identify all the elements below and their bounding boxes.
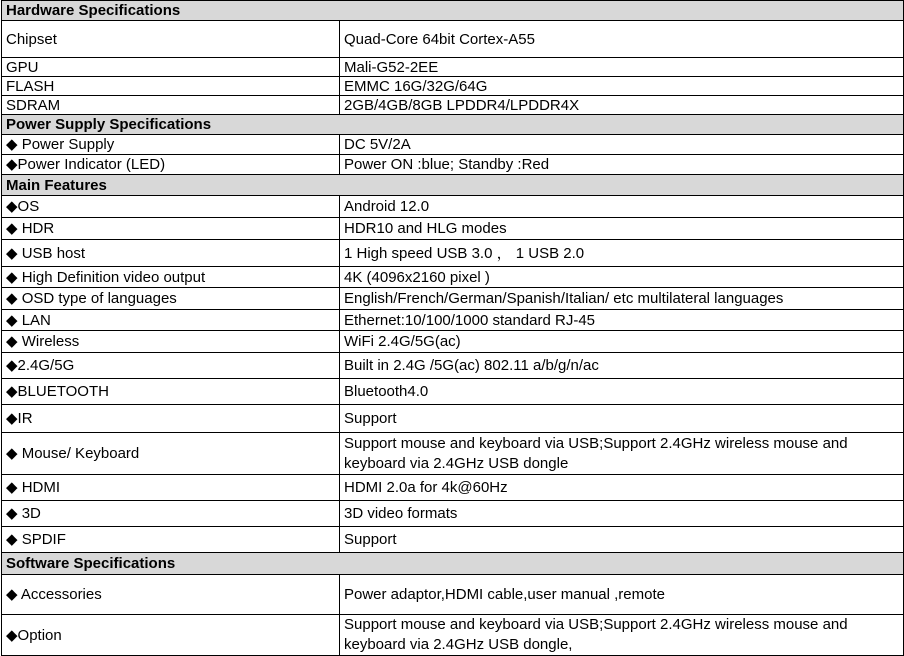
row-label: ◆Option xyxy=(2,615,340,656)
row-value: HDR10 and HLG modes xyxy=(340,218,904,240)
row-value: Quad-Core 64bit Cortex-A55 xyxy=(340,21,904,58)
row-value: Mali-G52-2EE xyxy=(340,58,904,77)
table-row xyxy=(2,267,904,288)
table-row xyxy=(2,353,904,379)
table-row xyxy=(2,501,904,527)
row-label: ◆ Mouse/ Keyboard xyxy=(2,433,340,475)
spec-table xyxy=(1,0,904,656)
row-value: Power adaptor,HDMI cable,user manual ,remote xyxy=(340,575,904,615)
row-label: ◆ High Definition video output xyxy=(2,267,340,288)
table-row xyxy=(2,575,904,615)
row-value: Bluetooth4.0 xyxy=(340,379,904,405)
row-label: ◆ Wireless xyxy=(2,331,340,353)
row-label: ◆ USB host xyxy=(2,240,340,267)
row-value: Android 12.0 xyxy=(340,196,904,218)
table-row xyxy=(2,135,904,155)
row-label: ◆ HDMI xyxy=(2,475,340,501)
row-value xyxy=(340,615,904,656)
row-label: ◆ Accessories xyxy=(2,575,340,615)
row-label: GPU xyxy=(2,58,340,77)
row-value: Ethernet:10/100/1000 standard RJ-45 xyxy=(340,310,904,331)
table-row xyxy=(2,218,904,240)
table-row xyxy=(2,77,904,96)
row-label: ◆OS xyxy=(2,196,340,218)
row-label: ◆ 3D xyxy=(2,501,340,527)
table-row xyxy=(2,196,904,218)
section-title: Hardware Specifications xyxy=(2,1,904,21)
row-value-line: keyboard via 2.4GHz USB dongle, xyxy=(344,636,573,653)
table-row xyxy=(2,433,904,475)
row-value: 4K (4096x2160 pixel ) xyxy=(340,267,904,288)
row-value: HDMI 2.0a for 4k@60Hz xyxy=(340,475,904,501)
section-header-power xyxy=(2,115,904,135)
table-row xyxy=(2,21,904,58)
row-label: ◆ SPDIF xyxy=(2,527,340,553)
row-value: Support xyxy=(340,405,904,433)
row-value: Power ON :blue; Standby :Red xyxy=(340,155,904,175)
row-label: SDRAM xyxy=(2,96,340,115)
table-row xyxy=(2,288,904,310)
row-label: ◆ OSD type of languages xyxy=(2,288,340,310)
row-value: 1 High speed USB 3.0 ， 1 USB 2.0 xyxy=(340,240,904,267)
section-title: Main Features xyxy=(2,175,904,196)
row-label: ◆ HDR xyxy=(2,218,340,240)
row-value: 3D video formats xyxy=(340,501,904,527)
row-label: ◆Power Indicator (LED) xyxy=(2,155,340,175)
row-value xyxy=(340,433,904,475)
row-value-line: Support mouse and keyboard via USB;Support 2.4GHz wireless mouse and xyxy=(344,434,848,452)
section-header-hardware xyxy=(2,1,904,21)
row-value-line: Support mouse and keyboard via USB;Support 2.4GHz wireless mouse and xyxy=(344,616,848,633)
table-row xyxy=(2,240,904,267)
table-row xyxy=(2,405,904,433)
row-value: DC 5V/2A xyxy=(340,135,904,155)
row-value: 2GB/4GB/8GB LPDDR4/LPDDR4X xyxy=(340,96,904,115)
row-label: ◆BLUETOOTH xyxy=(2,379,340,405)
table-row xyxy=(2,58,904,77)
row-value: EMMC 16G/32G/64G xyxy=(340,77,904,96)
row-value: Built in 2.4G /5G(ac) 802.11 a/b/g/n/ac xyxy=(340,353,904,379)
table-row xyxy=(2,96,904,115)
section-header-main-features xyxy=(2,175,904,196)
row-label: ◆IR xyxy=(2,405,340,433)
row-value: WiFi 2.4G/5G(ac) xyxy=(340,331,904,353)
row-value-line: keyboard via 2.4GHz USB dongle xyxy=(344,454,569,472)
table-row xyxy=(2,331,904,353)
section-title: Software Specifications xyxy=(2,553,904,575)
table-row xyxy=(2,615,904,656)
row-label: ◆ Power Supply xyxy=(2,135,340,155)
row-label: Chipset xyxy=(2,21,340,58)
table-row xyxy=(2,475,904,501)
table-row xyxy=(2,310,904,331)
row-value: English/French/German/Spanish/Italian/ etc multilateral languages xyxy=(340,288,904,310)
row-label: ◆ LAN xyxy=(2,310,340,331)
row-value: Support xyxy=(340,527,904,553)
section-header-software xyxy=(2,553,904,575)
table-row xyxy=(2,527,904,553)
table-row xyxy=(2,155,904,175)
row-label: ◆2.4G/5G xyxy=(2,353,340,379)
row-label: FLASH xyxy=(2,77,340,96)
table-row xyxy=(2,379,904,405)
section-title: Power Supply Specifications xyxy=(2,115,904,135)
